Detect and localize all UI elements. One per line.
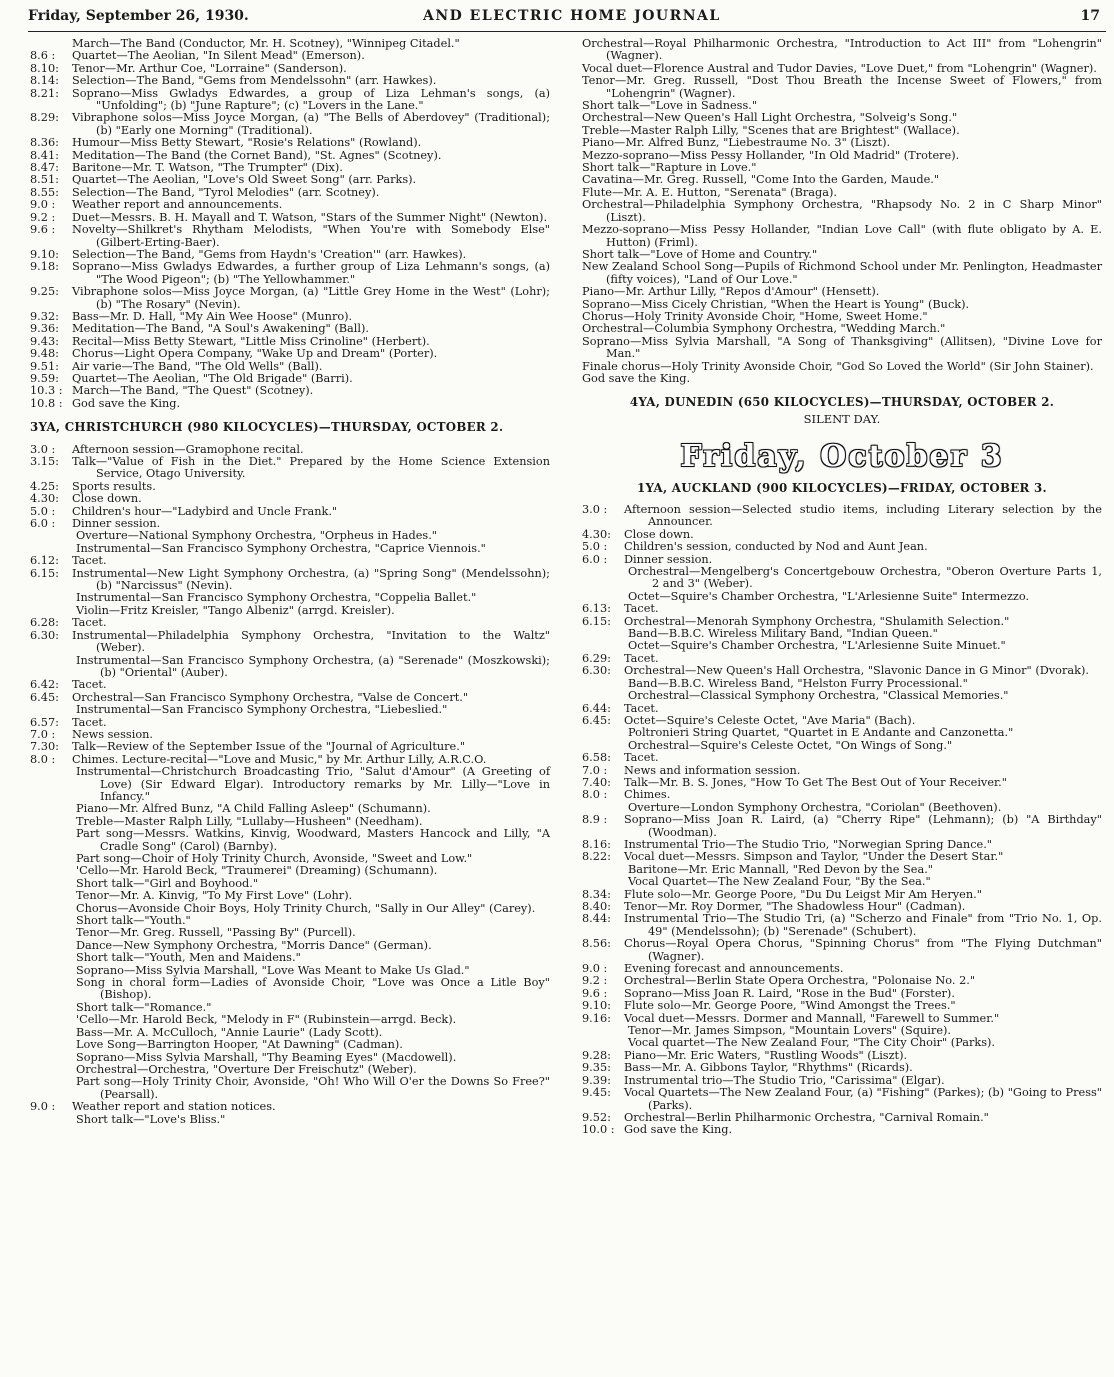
programme-item xyxy=(30,286,550,311)
programme-text: Vibraphone solos—Miss Joyce Morgan, (a) "The Bells of Aberdovey" (Traditional); (b) "Early one Morning" (Traditional). xyxy=(72,111,550,137)
programme-3ya-continued xyxy=(582,38,1102,385)
programme-text: Tacet. xyxy=(72,616,107,630)
programme-text: Vocal Quartets—The New Zealand Four, (a) "Fishing" (Parkes); (b) "Going to Press" (Parks). xyxy=(624,1086,1102,1112)
programme-time: 9.6 : xyxy=(30,223,56,237)
programme-sub-item: Orchestral—Mengelberg's Concertgebouw Orchestra, "Oberon Overture Parts 1, 2 and 3" (Weber). xyxy=(628,565,1102,591)
programme-item xyxy=(30,456,550,481)
programme-sub-item: 'Cello—Mr. Harold Beck, "Melody in F" (Rubinstein—arrgd. Beck). xyxy=(76,1013,457,1027)
programme-time: 6.42: xyxy=(30,678,59,692)
programme-time: 8.29: xyxy=(30,111,59,125)
programme-text: Orchestral—Menorah Symphony Orchestra, "Shulamith Selection." xyxy=(624,614,1010,628)
programme-text: Tenor—Mr. Roy Dormer, "The Shadowless Hour" (Cadman). xyxy=(624,900,966,913)
page-number: 17 xyxy=(1080,8,1100,24)
programme-item xyxy=(30,385,550,397)
programme-item xyxy=(582,603,1102,615)
programme-item xyxy=(582,814,1102,839)
programme-sub-item: Orchestral—Orchestra, "Overture Der Freischutz" (Weber). xyxy=(76,1062,417,1076)
programme-sub-item: Instrumental—San Francisco Symphony Orchestra, "Coppelia Ballet." xyxy=(76,591,477,605)
programme-time: 8.55: xyxy=(30,185,59,199)
silent-day-note: SILENT DAY. xyxy=(803,411,881,426)
programme-text: Vocal duet—Messrs. Simpson and Taylor, "Under the Desert Star." xyxy=(624,850,1004,864)
programme-text: Close down. xyxy=(72,492,142,506)
programme-sub-item: Part song—Holy Trinity Choir, Avonside, "Oh! Who Will O'er the Downs So Free?" (Pearsall). xyxy=(76,1075,550,1101)
programme-item: Short talk—"Love of Home and Country." xyxy=(582,247,818,261)
programme-time: 8.36: xyxy=(30,136,59,150)
programme-time: 6.15: xyxy=(30,566,59,580)
programme-item xyxy=(30,568,550,593)
programme-sub-item: Instrumental—San Francisco Symphony Orchestra, "Caprice Viennois." xyxy=(76,541,486,555)
programme-text: Tacet. xyxy=(624,602,659,616)
programme-sub-item: Band—B.B.C. Wireless Band, "Helston Furry Processional." xyxy=(628,676,968,690)
programme-time: 6.29: xyxy=(582,651,611,665)
programme-text: Orchestral—New Queen's Hall Orchestra, "Slavonic Dance in G Minor" (Dvorak). xyxy=(624,664,1089,678)
programme-time: 8.21: xyxy=(30,86,59,100)
programme-item xyxy=(30,741,550,753)
programme-item xyxy=(582,1000,1102,1012)
programme-time: 6.0 : xyxy=(30,517,56,531)
programme-sub-item: Short talk—"Girl and Boyhood." xyxy=(76,876,259,890)
programme-item xyxy=(30,88,550,113)
programme-text: Soprano—Miss Gwladys Edwardes, a further group of Liza Lehmann's songs, (a) "The Wood Pigeon"; (b) "The Yellowhammer." xyxy=(72,260,550,286)
programme-item xyxy=(30,75,550,87)
programme-time: 9.32: xyxy=(30,309,59,323)
programme-time: 9.43: xyxy=(30,334,59,348)
programme-time: 6.0 : xyxy=(582,552,608,566)
programme-item xyxy=(30,617,550,629)
programme-text: Chimes. xyxy=(624,788,671,802)
programme-text: Novelty—Shilkret's Rhytham Melodists, "When You're with Somebody Else" (Gilbert-Erting-Baer). xyxy=(72,223,550,249)
programme-item: Piano—Mr. Arthur Lilly, "Repos d'Amour" (Hensett). xyxy=(582,285,880,299)
programme-sub-item: Vocal Quartet—The New Zealand Four, "By the Sea." xyxy=(628,875,931,889)
programme-time: 4.30: xyxy=(582,527,611,541)
programme-text: Meditation—The Band, "A Soul's Awakening" (Ball). xyxy=(72,322,370,336)
programme-time: 3.0 : xyxy=(582,503,608,516)
programme-text: Afternoon session—Gramophone recital. xyxy=(72,442,304,456)
programme-1ya xyxy=(582,504,1102,1137)
programme-time: 8.6 : xyxy=(30,49,56,63)
programme-time: 6.13: xyxy=(582,602,611,616)
programme-item: New Zealand School Song—Pupils of Richmond School under Mr. Penlington, Headmaster (fifty voices), "Land of Our Love." xyxy=(582,260,1102,286)
programme-item xyxy=(582,1087,1102,1112)
programme-text: Soprano—Miss Gwladys Edwardes, a group of Liza Lehman's songs, (a) "Unfolding"; (b) "June Rapture"; (c) "Lovers in the Lane." xyxy=(72,86,550,113)
programme-time: 9.18: xyxy=(30,260,59,274)
programme-time: 9.35: xyxy=(582,1061,611,1075)
programme-sub-item: Part song—Messrs. Watkins, Kinvig, Woodward, Masters Hancock and Lilly, "A Cradle Song" (Carol) (Barnby). xyxy=(76,827,550,853)
programme-text: Tacet. xyxy=(72,554,107,568)
programme-time: 8.34: xyxy=(582,887,611,901)
programme-item: Finale chorus—Holy Trinity Avonside Choir, "God So Loved the World" (Sir John Stainer). xyxy=(582,359,1094,373)
programme-text: Octet—Squire's Celeste Octet, "Ave Maria" (Bach). xyxy=(624,713,916,727)
programme-time: 9.51: xyxy=(30,359,59,373)
programme-time: 8.56: xyxy=(582,937,611,951)
programme-time: 5.0 : xyxy=(30,504,56,518)
programme-time: 8.44: xyxy=(582,912,611,926)
programme-sub-item: Orchestral—Classical Symphony Orchestra, "Classical Memories." xyxy=(628,689,1009,703)
programme-sub-item: Orchestral—Squire's Celeste Octet, "On Wings of Song." xyxy=(628,738,953,752)
programme-text: March—The Band, "The Quest" (Scotney). xyxy=(72,384,314,398)
programme-item: Flute—Mr. A. E. Hutton, "Serenata" (Braga). xyxy=(582,185,837,199)
programme-text: Children's hour—"Ladybird and Uncle Frank." xyxy=(72,504,338,518)
programme-time: 9.52: xyxy=(582,1110,611,1124)
programme-sub-item: Love Song—Barrington Hooper, "At Dawning" (Cadman). xyxy=(76,1038,403,1052)
programme-sub-item: Soprano—Miss Sylvia Marshall, "Thy Beaming Eyes" (Macdowell). xyxy=(76,1050,457,1064)
programme-time: 9.28: xyxy=(582,1048,611,1062)
programme-sub-item: Tenor—Mr. A. Kinvig, "To My First Love" (Lohr). xyxy=(76,889,353,903)
programme-text: Close down. xyxy=(624,527,694,541)
programme-item xyxy=(30,50,550,62)
programme-item xyxy=(30,261,550,286)
programme-sub-item: Violin—Fritz Kreisler, "Tango Albeniz" (arrgd. Kreisler). xyxy=(76,603,395,617)
programme-text: Orchestral—Berlin Philharmonic Orchestra, "Carnival Romain." xyxy=(624,1110,989,1124)
programme-text: Tacet. xyxy=(72,715,107,729)
programme-text: Air varie—The Band, "The Old Wells" (Ball). xyxy=(72,359,323,373)
programme-time: 9.0 : xyxy=(582,962,608,976)
station-heading-4ya: 4YA, DUNEDIN (650 KILOCYCLES)—THURSDAY, OCTOBER 2. xyxy=(629,395,1055,410)
programme-sub-item: Song in choral form—Ladies of Avonside Choir, "Love was Once a Litle Boy" (Bishop). xyxy=(76,976,550,1002)
programme-item: Short talk—"Love in Sadness." xyxy=(582,99,758,113)
programme-text: Selection—The Band, "Tyrol Melodies" (arr. Scotney). xyxy=(72,185,380,199)
programme-time: 9.36: xyxy=(30,322,59,336)
programme-sub-item: Dance—New Symphony Orchestra, "Morris Dance" (German). xyxy=(76,938,432,952)
station-heading-1ya: 1YA, AUCKLAND (900 KILOCYCLES)—FRIDAY, OCTOBER 3. xyxy=(637,480,1047,495)
programme-text: Bass—Mr. D. Hall, "My Ain Wee Hoose" (Munro). xyxy=(72,309,353,323)
programme-time: 8.16: xyxy=(582,837,611,851)
programme-time: 4.30: xyxy=(30,492,59,506)
programme-text: News and information session. xyxy=(624,763,801,777)
programme-time: 6.45: xyxy=(30,690,59,704)
programme-item: Orchestral—Royal Philharmonic Orchestra, "Introduction to Act III" from "Lohengrin" (Wagner). xyxy=(582,37,1102,63)
programme-item: Vocal duet—Florence Austral and Tudor Davies, "Love Duet," from "Lohengrin" (Wagner). xyxy=(582,61,1097,75)
programme-item xyxy=(582,913,1102,938)
programme-time: 6.45: xyxy=(582,713,611,727)
programme-time: 9.16: xyxy=(582,1011,611,1025)
programme-sub-item: Short talk—"Youth." xyxy=(76,914,191,928)
programme-item: Piano—Mr. Alfred Bunz, "Liebestraume No. 3" (Liszt). xyxy=(582,136,891,150)
programme-time: 10.3 : xyxy=(30,384,63,398)
programme-item xyxy=(30,112,550,137)
programme-sub-item: Tenor—Mr. James Simpson, "Mountain Lovers" (Squire). xyxy=(628,1024,952,1038)
programme-sub-item: 'Cello—Mr. Harold Beck, "Traumerei" (Dreaming) (Schumann). xyxy=(76,864,438,878)
programme-sub-item: Bass—Mr. A. McCulloch, "Annie Laurie" (Lady Scott). xyxy=(76,1025,383,1039)
day-heading: Friday, October 3 xyxy=(680,439,1004,475)
programme-text: Dinner session. xyxy=(624,552,713,566)
programme-sub-item: Vocal quartet—The New Zealand Four, "The City Choir" (Parks). xyxy=(628,1036,996,1050)
programme-item xyxy=(582,1062,1102,1074)
programme-text: Evening forecast and announcements. xyxy=(624,962,844,976)
page-header xyxy=(28,5,1106,32)
programme-text: March—The Band (Conductor, Mr. H. Scotney), "Winnipeg Citadel." xyxy=(72,37,460,50)
programme-text: News session. xyxy=(72,727,153,741)
programme-time: 6.15: xyxy=(582,614,611,628)
programme-text: Recital—Miss Betty Stewart, "Little Miss Crinoline" (Herbert). xyxy=(72,334,430,348)
programme-item: Soprano—Miss Sylvia Marshall, "A Song of Thanksgiving" (Allitsen), "Divine Love for Man." xyxy=(582,334,1102,361)
programme-item: God save the King. xyxy=(582,371,691,385)
programme-sub-item: Piano—Mr. Alfred Bunz, "A Child Falling Asleep" (Schumann). xyxy=(76,802,431,816)
station-heading-3ya: 3YA, CHRISTCHURCH (980 KILOCYCLES)—THURSDAY, OCTOBER 2. xyxy=(30,420,504,435)
programme-time: 8.9 : xyxy=(582,813,608,827)
programme-time: 7.0 : xyxy=(582,763,608,777)
programme-time: 9.6 : xyxy=(582,986,608,1000)
programme-time: 3.0 : xyxy=(30,442,56,456)
programme-sub-item: Soprano—Miss Sylvia Marshall, "Love Was Meant to Make Us Glad." xyxy=(76,963,470,977)
programme-text: Tacet. xyxy=(624,651,659,665)
programme-text: Piano—Mr. Eric Waters, "Rustling Woods" (Liszt). xyxy=(624,1048,908,1062)
programme-time: 7.0 : xyxy=(30,727,56,741)
programme-item: Cavatina—Mr. Greg. Russell, "Come Into the Garden, Maude." xyxy=(582,173,940,187)
programme-time: 9.0 : xyxy=(30,198,56,212)
programme-text: Flute solo—Mr. George Poore, "Du Du Leigst Mir Am Heryen." xyxy=(624,887,982,901)
programme-item: Orchestral—Philadelphia Symphony Orchestra, "Rhapsody No. 2 in C Sharp Minor" (Liszt). xyxy=(582,198,1102,224)
programme-time: 9.45: xyxy=(582,1086,611,1100)
programme-text: Duet—Messrs. B. H. Mayall and T. Watson, "Stars of the Summer Night" (Newton). xyxy=(72,210,548,224)
programme-time: 9.10: xyxy=(30,247,59,261)
programme-text: Weather report and station notices. xyxy=(72,1100,276,1114)
programme-time: 6.30: xyxy=(582,664,611,678)
programme-item xyxy=(582,938,1102,963)
programme-time: 6.12: xyxy=(30,554,59,568)
programme-text: Orchestral—San Francisco Symphony Orchestra, "Valse de Concert." xyxy=(72,690,469,704)
programme-time: 8.47: xyxy=(30,161,59,175)
programme-text: Children's session, conducted by Nod and Aunt Jean. xyxy=(624,540,928,554)
programme-sub-item: Instrumental—San Francisco Symphony Orchestra, (a) "Serenade" (Moszkowski); (b) "Oriental" (Auber). xyxy=(76,653,550,679)
programme-text: God save the King. xyxy=(624,1123,733,1137)
programme-item: Orchestral—Columbia Symphony Orchestra, "Wedding March." xyxy=(582,322,946,336)
programme-item xyxy=(582,541,1102,553)
programme-text: Selection—The Band, "Gems from Mendelssohn" (arr. Hawkes). xyxy=(72,74,437,88)
programme-sub-item: Treble—Master Ralph Lilly, "Lullaby—Husheen" (Needham). xyxy=(76,814,423,828)
programme-time: 9.48: xyxy=(30,347,59,361)
programme-time: 8.51: xyxy=(30,173,59,187)
programme-text: Flute solo—Mr. George Poore, "Wind Amongst the Trees." xyxy=(624,999,956,1013)
right-column xyxy=(582,38,1102,1137)
programme-text: Instrumental—New Light Symphony Orchestra, (a) "Spring Song" (Mendelssohn); (b) "Narcissus" (Nevin). xyxy=(72,566,550,593)
programme-sub-item: Chorus—Avonside Choir Boys, Holy Trinity Church, "Sally in Our Alley" (Carey). xyxy=(76,901,536,915)
programme-sub-item: Octet—Squire's Chamber Orchestra, "L'Arlesienne Suite" Intermezzo. xyxy=(628,589,1030,603)
programme-text: Quartet—The Aeolian, "Love's Old Sweet Song" (arr. Parks). xyxy=(72,173,417,187)
programme-item xyxy=(30,679,550,691)
programme-time: 7.40: xyxy=(582,775,611,789)
programme-item xyxy=(30,137,550,149)
programme-text: Chorus—Royal Opera Chorus, "Spinning Chorus" from "The Flying Dutchman" (Wagner). xyxy=(624,937,1102,963)
programme-item xyxy=(582,851,1102,863)
programme-item xyxy=(30,323,550,335)
programme-text: God save the King. xyxy=(72,396,181,410)
programme-item: Mezzo-soprano—Miss Pessy Hollander, "Indian Love Call" (with flute obligato by A. E. Hutton) (Friml). xyxy=(582,223,1102,249)
programme-text: Humour—Miss Betty Stewart, "Rosie's Relations" (Rowland). xyxy=(72,136,422,150)
programme-time: 9.0 : xyxy=(30,1100,56,1114)
programme-item xyxy=(582,752,1102,764)
programme-text: Vibraphone solos—Miss Joyce Morgan, (a) "Little Grey Home in the West" (Lohr); (b) "The Rosary" (Nevin). xyxy=(72,285,550,311)
programme-item xyxy=(30,174,550,186)
programme-time: 10.8 : xyxy=(30,396,63,410)
programme-text: Baritone—Mr. T. Watson, "The Trumpter" (Dix). xyxy=(72,161,343,175)
programme-time: 6.58: xyxy=(582,751,611,765)
programme-item xyxy=(30,630,550,655)
programme-sub-item: Instrumental—Christchurch Broadcasting Trio, "Salut d'Amour" (A Greeting of Love) (Sir Edward Elgar). Introductory remarks by Mr. Lilly—"Love in Infancy." xyxy=(76,765,550,803)
programme-time: 9.59: xyxy=(30,371,59,385)
programme-text: Chorus—Light Opera Company, "Wake Up and Dream" (Porter). xyxy=(72,347,438,361)
programme-text: Instrumental Trio—The Studio Tri, (a) "Scherzo and Finale" from "Trio No. 1, Op. 49" (Mendelssohn); (b) "Serenade" (Schubert). xyxy=(624,912,1102,938)
programme-time: 8.0 : xyxy=(30,752,56,766)
programme-time: 8.41: xyxy=(30,148,59,162)
programme-text: Chimes. Lecture-recital—"Love and Music," by Mr. Arthur Lilly, A.R.C.O. xyxy=(72,752,487,766)
programme-text: Talk—"Value of Fish in the Diet." Prepared by the Home Science Extension Service, Otago University. xyxy=(72,455,550,481)
programme-time: 7.30: xyxy=(30,740,59,754)
programme-time: 6.30: xyxy=(30,628,59,642)
programme-time: 4.25: xyxy=(30,479,59,493)
programme-text: Quartet—The Aeolian, "The Old Brigade" (Barri). xyxy=(72,371,353,385)
programme-item: Tenor—Mr. Greg. Russell, "Dost Thou Breath the Incense Sweet of Flowers," from "Lohengrin" (Wagner). xyxy=(582,74,1102,100)
programme-time: 5.0 : xyxy=(582,540,608,554)
programme-item: Mezzo-soprano—Miss Pessy Hollander, "In Old Madrid" (Trotere). xyxy=(582,148,960,162)
programme-time: 6.44: xyxy=(582,701,611,715)
programme-sub-item: Poltronieri String Quartet, "Quartet in E Andante and Canzonetta." xyxy=(628,726,1014,740)
programme-sub-item: Instrumental—San Francisco Symphony Orchestra, "Liebeslied." xyxy=(76,703,448,717)
programme-sub-item: Overture—National Symphony Orchestra, "Orpheus in Hades." xyxy=(76,529,437,543)
programme-time: 6.57: xyxy=(30,715,59,729)
programme-item: Orchestral—New Queen's Hall Light Orchestra, "Solveig's Song." xyxy=(582,111,958,125)
programme-item: Short talk—"Rapture in Love." xyxy=(582,161,757,175)
programme-text: Instrumental Trio—The Studio Trio, "Norwegian Spring Dance." xyxy=(624,837,992,851)
header-journal-title: AND ELECTRIC HOME JOURNAL xyxy=(423,8,721,24)
programme-sub-item: Short talk—"Love's Bliss." xyxy=(76,1112,226,1126)
programme-time: 10.0 : xyxy=(582,1123,615,1137)
programme-text: Soprano—Miss Joan R. Laird, "Rose in the Bud" (Forster). xyxy=(624,986,955,1000)
programme-time: 8.14: xyxy=(30,74,59,88)
programme-item xyxy=(30,224,550,249)
programme-time: 8.10: xyxy=(30,61,59,75)
programme-time: 9.39: xyxy=(582,1073,611,1087)
programme-sub-item: Short talk—"Romance." xyxy=(76,1000,212,1014)
programme-text: Tacet. xyxy=(72,678,107,692)
programme-text: Orchestral—Berlin State Opera Orchestra, "Polonaise No. 2." xyxy=(624,974,976,988)
programme-item xyxy=(30,555,550,567)
programme-item: Chorus—Holy Trinity Avonside Choir, "Home, Sweet Home." xyxy=(582,309,928,323)
programme-item xyxy=(582,975,1102,987)
programme-time: 8.0 : xyxy=(582,788,608,802)
programme-sub-item: Baritone—Mr. Eric Mannall, "Red Devon by the Sea." xyxy=(628,862,933,876)
programme-text: Bass—Mr. A. Gibbons Taylor, "Rhythms" (Ricards). xyxy=(624,1061,913,1075)
programme-text: Talk—Mr. B. S. Jones, "How To Get The Best Out of Your Receiver." xyxy=(624,775,1007,789)
programme-item xyxy=(582,504,1102,529)
programme-text: Instrumental—Philadelphia Symphony Orchestra, "Invitation to the Waltz" (Weber). xyxy=(72,628,550,655)
programme-text: Sports results. xyxy=(72,479,156,493)
programme-time: 9.2 : xyxy=(30,210,56,224)
programme-time: 6.28: xyxy=(30,616,59,630)
programme-text: Tenor—Mr. Arthur Coe, "Lorraine" (Sanderson). xyxy=(72,61,347,75)
programme-item: Treble—Master Ralph Lilly, "Scenes that are Brightest" (Wallace). xyxy=(582,123,960,137)
programme-time: 8.22: xyxy=(582,850,611,864)
programme-item xyxy=(582,1124,1102,1136)
programme-sub-item: Overture—London Symphony Orchestra, "Coriolan" (Beethoven). xyxy=(628,800,1002,814)
programme-text: Meditation—The Band (the Cornet Band), "St. Agnes" (Scotney). xyxy=(72,148,442,162)
programme-text: Quartet—The Aeolian, "In Silent Mead" (Emerson). xyxy=(72,49,365,63)
programme-text: Instrumental trio—The Studio Trio, "Carissima" (Elgar). xyxy=(624,1073,945,1087)
programme-item xyxy=(30,398,550,410)
programme-text: Vocal duet—Messrs. Dormer and Mannall, "Farewell to Summer." xyxy=(624,1011,1000,1025)
header-date: Friday, September 26, 1930. xyxy=(28,8,249,24)
programme-sub-item: Band—B.B.C. Wireless Military Band, "Indian Queen." xyxy=(628,627,938,641)
programme-2ya-continued xyxy=(30,38,550,410)
programme-text: Talk—Review of the September Issue of the "Journal of Agriculture." xyxy=(72,740,466,754)
programme-time: 9.25: xyxy=(30,285,59,299)
programme-time: 3.15: xyxy=(30,455,59,468)
programme-time: 9.2 : xyxy=(582,974,608,988)
programme-item xyxy=(30,1101,550,1113)
programme-sub-item: Octet—Squire's Chamber Orchestra, "L'Arlesienne Suite Minuet." xyxy=(628,639,1006,653)
programme-item xyxy=(582,665,1102,677)
programme-text: Afternoon session—Selected studio items, including Literary selection by the Announcer. xyxy=(624,503,1102,529)
programme-text: Soprano—Miss Joan R. Laird, (a) "Cherry Ripe" (Lehmann); (b) "A Birthday" (Woodman). xyxy=(624,813,1102,839)
programme-time: 9.10: xyxy=(582,999,611,1013)
programme-sub-item: Short talk—"Youth, Men and Maidens." xyxy=(76,951,301,965)
programme-text: Tacet. xyxy=(624,751,659,765)
programme-3ya xyxy=(30,444,550,1126)
programme-item xyxy=(30,348,550,360)
programme-text: Dinner session. xyxy=(72,517,161,531)
programme-sub-item: Tenor—Mr. Greg. Russell, "Passing By" (Purcell). xyxy=(76,926,356,940)
programme-item xyxy=(30,493,550,505)
programme-item: Soprano—Miss Cicely Christian, "When the Heart is Young" (Buck). xyxy=(582,297,970,311)
programme-item xyxy=(30,199,550,211)
programme-text: Tacet. xyxy=(624,701,659,715)
programme-time: 8.40: xyxy=(582,900,611,913)
programme-sub-item: Part song—Choir of Holy Trinity Church, Avonside, "Sweet and Low." xyxy=(76,852,473,865)
programme-text: Weather report and announcements. xyxy=(72,198,283,212)
programme-item xyxy=(582,789,1102,801)
programme-text: Selection—The Band, "Gems from Haydn's 'Creation'" (arr. Hawkes). xyxy=(72,247,467,261)
left-column xyxy=(30,38,550,1126)
